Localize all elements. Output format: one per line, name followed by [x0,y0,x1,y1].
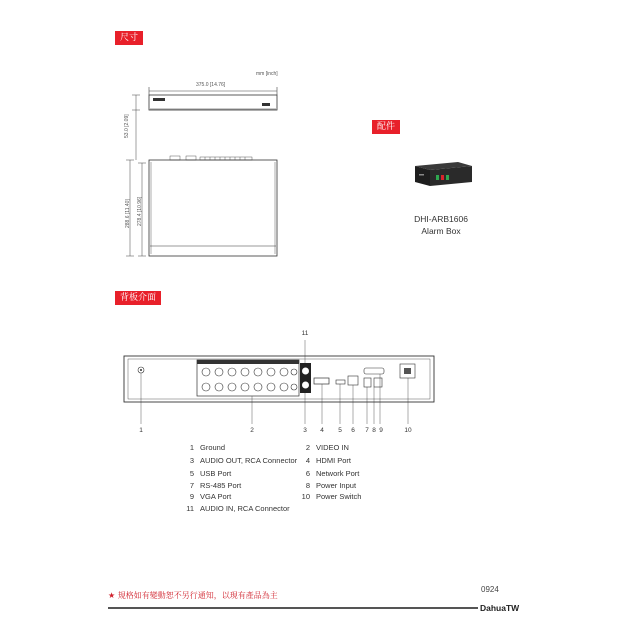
section-tag-rear-panel: 背板介面 [115,291,161,305]
power-input [374,378,382,387]
accessory-name: Alarm Box [421,226,461,236]
height-dimension: 53.0 [2.09] [124,114,130,138]
rear-panel-drawing [0,320,620,440]
width-dimension: 375.0 [14.76] [196,82,226,88]
dimension-drawing [0,0,620,300]
legend-item: 1 Ground [189,443,226,452]
alarm-box-image [410,158,475,192]
legend-item: 2 VIDEO IN [305,443,349,452]
legend-item: 8 Power Input [305,481,357,490]
callout-1: 1 [139,427,143,434]
footer-rule [108,607,478,609]
dimension-lines-svg [0,0,620,300]
brand-label: DahuaTW [480,603,520,613]
page-code: 0924 [481,585,499,594]
network-port [348,376,358,385]
callout-10: 10 [404,427,412,434]
legend-item: 6 Network Port [305,469,360,478]
section-tag-dimensions: 尺寸 [115,31,143,45]
rs485-port [364,378,371,387]
callout-9: 9 [379,427,383,434]
legend-item: 9 VGA Port [189,492,232,501]
unit-label: mm [inch] [256,71,278,77]
disclaimer-note: ★ 規格如有變動恕不另行通知，以現有產品為主 [108,591,278,600]
video-in-bank [197,360,299,396]
legend-item: 4 HDMI Port [305,456,352,465]
callout-3: 3 [303,427,307,434]
top-view [149,160,277,256]
section-tag-accessories: 配件 [372,120,400,134]
callout-4: 4 [320,427,324,434]
legend-item: 7 RS-485 Port [189,481,242,490]
legend-item: 3 AUDIO OUT, RCA Connector [189,456,298,465]
depth-outer-dimension: 288.6 [11.40] [125,199,131,228]
hdmi-port [314,378,329,384]
depth-inner-dimension: 278.4 [10.96] [137,196,143,226]
callout-8: 8 [372,427,376,434]
vga-port [364,368,384,374]
legend-item: 5 USB Port [189,469,232,478]
usb-port [336,380,345,384]
legend-item: 11 AUDIO IN, RCA Connector [186,504,290,513]
callout-6: 6 [351,427,355,434]
callout-5: 5 [338,427,342,434]
callout-7: 7 [365,427,369,434]
accessory-model: DHI-ARB1606 [414,214,468,224]
callout-2: 2 [250,427,254,434]
front-view [149,95,277,110]
callout-11: 11 [301,330,309,337]
legend-item: 10 Power Switch [301,492,362,501]
